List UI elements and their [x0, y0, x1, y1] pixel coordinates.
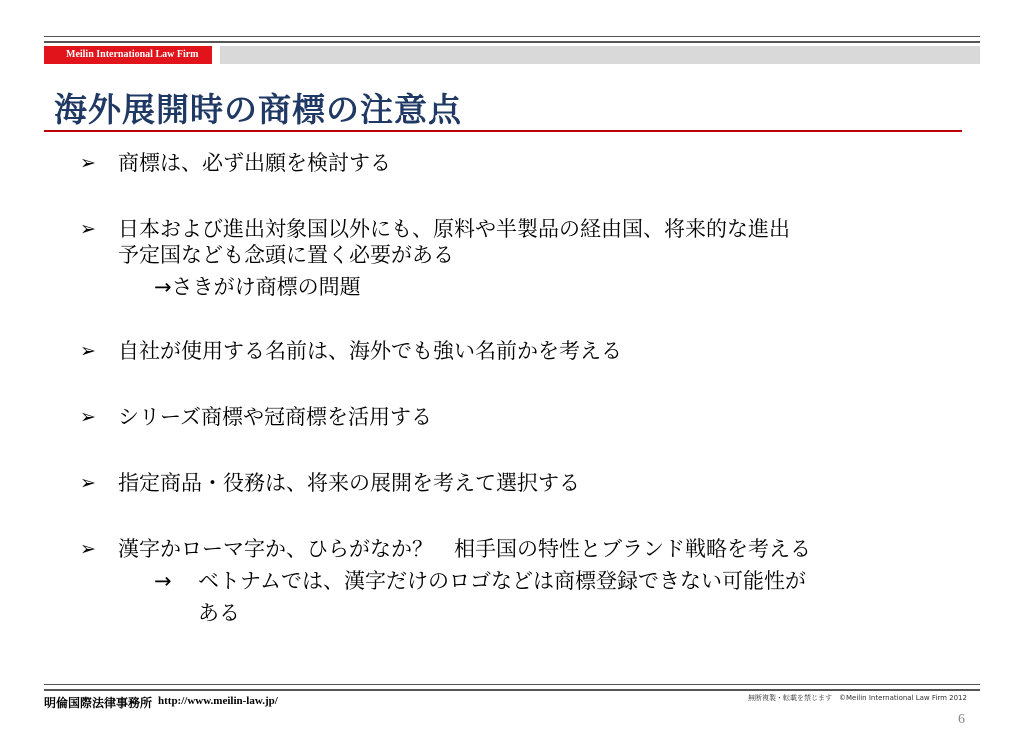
bullet-text: 自社が使用する名前は、海外でも強い名前かを考える — [118, 339, 622, 363]
bullet-subtext — [118, 568, 980, 626]
bullet-text: 指定商品・役務は、将来の展開を考えて選択する — [118, 471, 580, 495]
bullet-item — [80, 150, 980, 176]
header-bar — [220, 46, 980, 64]
bullet-text: シリーズ商標や冠商標を活用する — [118, 405, 432, 429]
bullet-subtext-line: ベトナムでは、漢字だけのロゴなどは商標登録できない可能性が — [198, 569, 806, 593]
bullet-text: 漢字かローマ字か、ひらがなか？ 相手国の特性とブランド戦略を考える — [118, 537, 811, 561]
slide-title: 海外展開時の商標の注意点 — [54, 90, 462, 129]
bullet-item — [80, 404, 980, 430]
arrow-bullet-icon: ➢ — [80, 538, 96, 560]
arrow-bullet-icon: ➢ — [80, 218, 96, 240]
arrow-bullet-icon: ➢ — [80, 472, 96, 494]
bullet-text: 日本および進出対象国以外にも、原料や半製品の経由国、将来的な進出 — [118, 217, 790, 241]
bullet-item — [80, 216, 980, 300]
bullet-item — [80, 338, 980, 364]
sub-arrow: → — [154, 569, 172, 593]
footer-copyright: 無断複製・転載を禁じます ©Meilin International Law Firm 2012 — [748, 694, 967, 702]
arrow-bullet-icon: ➢ — [80, 152, 96, 174]
bullet-subtext: →さきがけ商標の問題 — [154, 275, 361, 299]
title-underline — [44, 130, 962, 132]
page-number: 6 — [958, 712, 965, 727]
bullet-list — [80, 150, 980, 626]
header-rule — [44, 36, 980, 43]
bullet-text: 商標は、必ず出願を検討する — [118, 151, 391, 175]
bullet-text: 予定国なども念頭に置く必要がある — [118, 243, 454, 267]
bullet-subtext-line: ある — [198, 601, 240, 625]
arrow-bullet-icon: ➢ — [80, 340, 96, 362]
footer-rule — [44, 684, 980, 691]
firm-name-tag: Meilin International Law Firm — [44, 46, 212, 64]
bullet-item — [80, 536, 980, 626]
arrow-bullet-icon: ➢ — [80, 406, 96, 428]
bullet-item — [80, 470, 980, 496]
footer-url-link[interactable]: http://www.meilin-law.jp/ — [158, 695, 278, 707]
footer-firm-name: 明倫国際法律事務所 — [44, 696, 153, 710]
